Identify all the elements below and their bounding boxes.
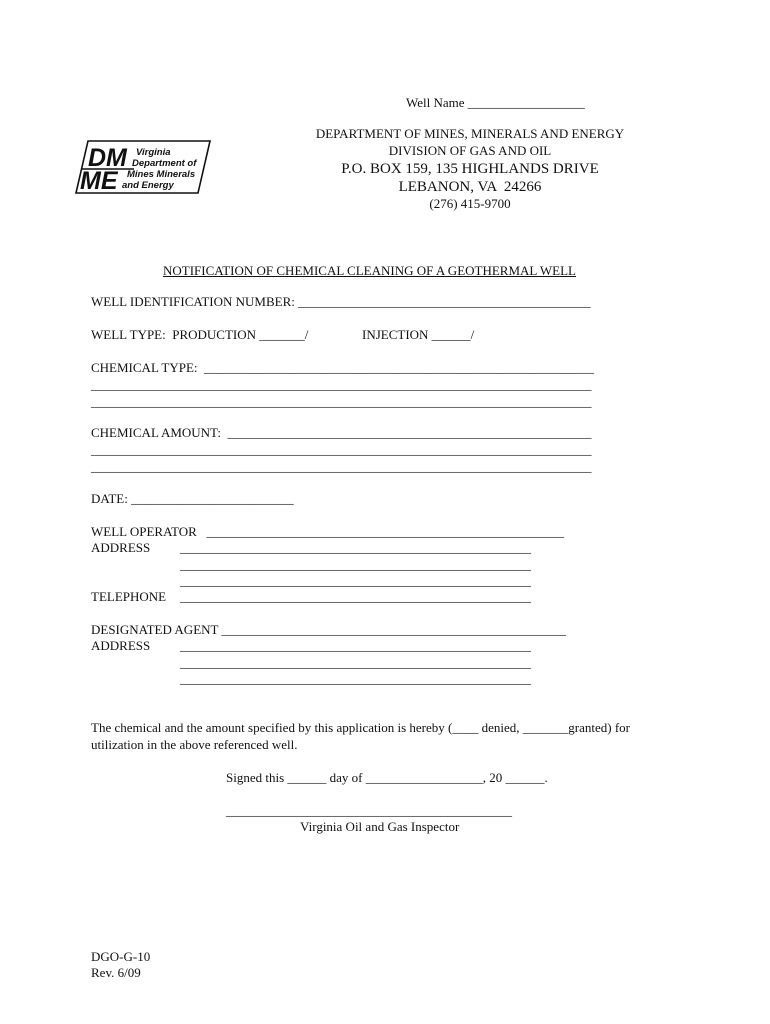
- chemical-amount-line: _____________________________________________________________________________: [91, 459, 592, 474]
- designated-agent-field: DESIGNATED AGENT _____________________________________________________: [91, 622, 566, 637]
- dept-heading: DEPARTMENT OF MINES, MINERALS AND ENERGY: [315, 126, 625, 141]
- chemical-type-line: _____________________________________________________________________________: [91, 394, 592, 409]
- logo-line-4: and Energy: [122, 180, 174, 191]
- signed-date-line: Signed this ______ day of __________________, 20 ______.: [226, 770, 548, 785]
- form-title: NOTIFICATION OF CHEMICAL CLEANING OF A GEOTHERMAL WELL: [163, 263, 576, 278]
- agent-address-line: ______________________________________________________: [180, 638, 531, 653]
- logo-mark-bottom: ME: [80, 167, 118, 195]
- chemical-amount-line: _____________________________________________________________________________: [91, 442, 592, 457]
- logo-line-1: Virginia: [136, 147, 171, 158]
- agent-address-line: ______________________________________________________: [180, 671, 531, 686]
- well-operator-field: WELL OPERATOR _______________________________________________________: [91, 524, 565, 539]
- well-name-field: Well Name __________________: [406, 95, 585, 110]
- inspector-label: Virginia Oil and Gas Inspector: [300, 819, 460, 834]
- dmme-logo: [74, 138, 212, 196]
- division-heading: DIVISION OF GAS AND OIL: [388, 143, 552, 158]
- operator-address-label: ADDRESS: [91, 540, 151, 555]
- address-line-1: P.O. BOX 159, 135 HIGHLANDS DRIVE: [341, 161, 599, 177]
- logo-line-2: Department of: [132, 158, 197, 169]
- approval-text-1: The chemical and the amount specified by this application is hereby (____ denied, _______granted) for: [91, 720, 630, 735]
- agent-address-label: ADDRESS: [91, 638, 151, 653]
- well-type-production-field: WELL TYPE: PRODUCTION _______/: [91, 327, 309, 342]
- signature-line: ____________________________________________: [226, 803, 512, 818]
- operator-address-line: ______________________________________________________: [180, 540, 531, 555]
- operator-address-line: ______________________________________________________: [180, 557, 531, 572]
- operator-address-line: ______________________________________________________: [180, 573, 531, 588]
- well-id-field: WELL IDENTIFICATION NUMBER: _____________________________________________: [91, 294, 591, 309]
- logo-line-3: Mines Minerals: [127, 169, 196, 180]
- phone-number: (276) 415-9700: [429, 196, 511, 211]
- date-field: DATE: _________________________: [91, 491, 294, 506]
- chemical-type-line: _____________________________________________________________________________: [91, 377, 592, 392]
- telephone-label: TELEPHONE: [91, 589, 167, 604]
- agent-address-line: ______________________________________________________: [180, 655, 531, 670]
- chemical-type-field: CHEMICAL TYPE: ____________________________________________________________: [91, 360, 595, 375]
- telephone-line: ______________________________________________________: [180, 589, 531, 604]
- approval-text-2: utilization in the above referenced well.: [91, 737, 298, 752]
- form-revision: Rev. 6/09: [91, 965, 141, 980]
- address-line-2: LEBANON, VA 24266: [398, 179, 542, 195]
- logo-mark-top: DM: [88, 144, 127, 172]
- form-code: DGO-G-10: [91, 949, 151, 964]
- well-type-injection-field: INJECTION ______/: [362, 327, 475, 342]
- chemical-amount-field: CHEMICAL AMOUNT: ________________________________________________________: [91, 425, 592, 440]
